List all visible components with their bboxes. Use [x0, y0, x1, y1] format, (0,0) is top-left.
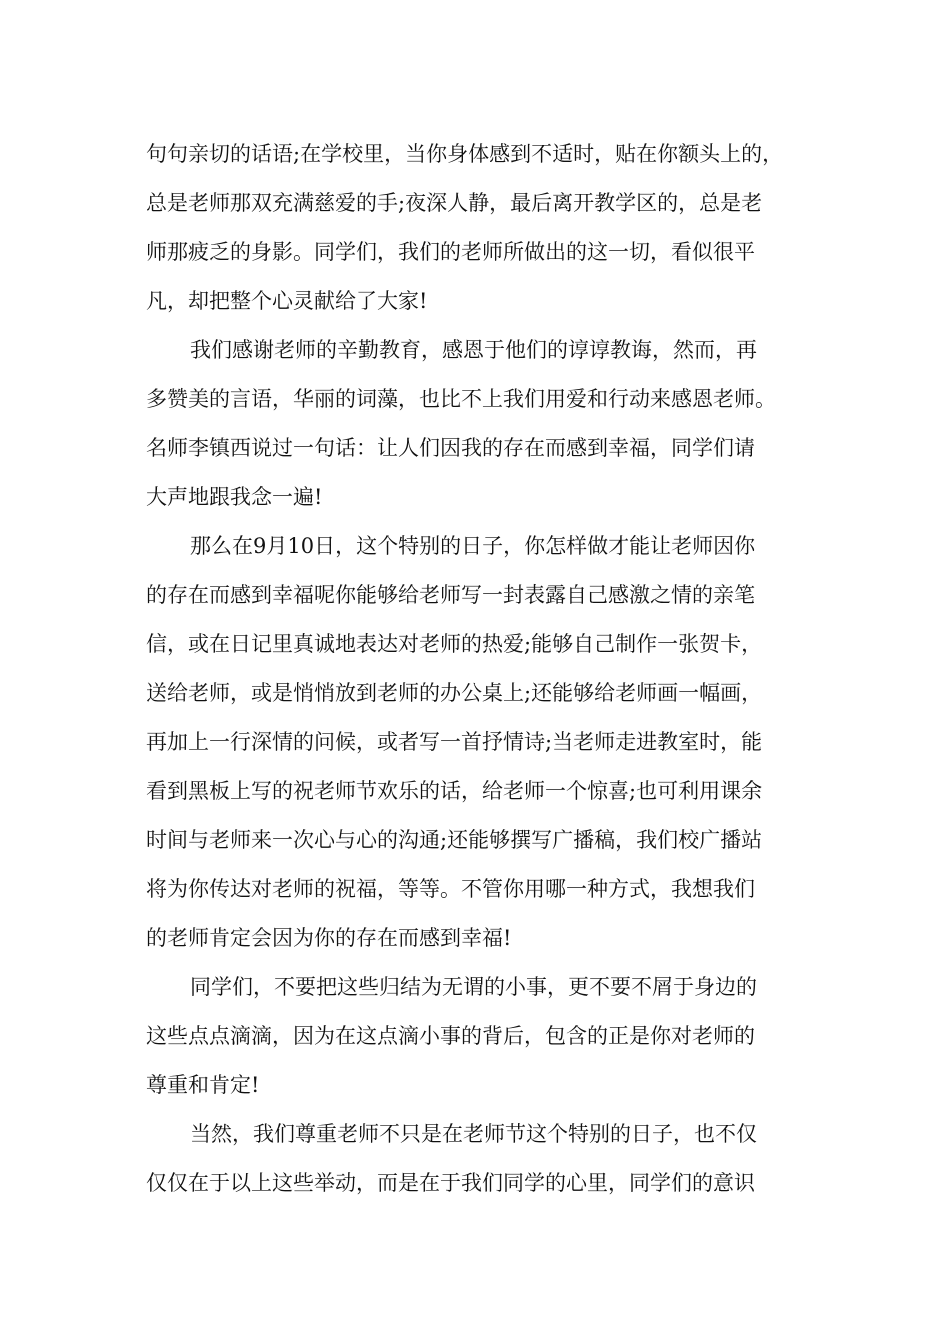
- text-line: 师那疲乏的身影。同学们，我们的老师所做出的这一切，看似很平: [146, 240, 755, 264]
- text-line: 信，或在日记里真诚地表达对老师的热爱;能够自己制作一张贺卡，: [146, 632, 763, 656]
- text-line: 多赞美的言语，华丽的词藻，也比不上我们用爱和行动来感恩老师。: [146, 387, 776, 411]
- text-line: 的存在而感到幸福呢你能够给老师写一封表露自己感激之情的亲笔: [146, 583, 755, 607]
- text-line: 总是老师那双充满慈爱的手;夜深人静，最后离开教学区的，总是老: [146, 191, 763, 215]
- text-line: 尊重和肯定!: [146, 1073, 260, 1097]
- text-line: 送给老师，或是悄悄放到老师的办公桌上;还能够给老师画一幅画，: [146, 681, 763, 705]
- text-line: 名师李镇西说过一句话：让人们因我的存在而感到幸福，同学们请: [146, 436, 755, 460]
- text-line: 将为你传达对老师的祝福，等等。不管你用哪一种方式，我想我们: [146, 877, 755, 901]
- text-line: 看到黑板上写的祝老师节欢乐的话，给老师一个惊喜;也可利用课余: [146, 779, 763, 803]
- text-line: 句句亲切的话语;在学校里，当你身体感到不适时，贴在你额头上的，: [146, 142, 784, 166]
- text-line: 时间与老师来一次心与心的沟通;还能够撰写广播稿，我们校广播站: [146, 828, 763, 852]
- text-line: 仅仅在于以上这些举动，而是在于我们同学的心里，同学们的意识: [146, 1171, 755, 1195]
- paragraph-first-line: 当然，我们尊重老师不只是在老师节这个特别的日子，也不仅: [190, 1122, 757, 1146]
- text-line: 大声地跟我念一遍!: [146, 485, 323, 509]
- paragraph-first-line: 同学们，不要把这些归结为无谓的小事，更不要不屑于身边的: [190, 975, 757, 999]
- text-line: 凡，却把整个心灵献给了大家!: [146, 289, 428, 313]
- body-text: [146, 130, 816, 1208]
- paragraph-first-line: 那么在9月10日，这个特别的日子，你怎样做才能让老师因你: [190, 534, 756, 558]
- text-line: 再加上一行深情的问候，或者写一首抒情诗;当老师走进教室时，能: [146, 730, 763, 754]
- text-line: 的老师肯定会因为你的存在而感到幸福!: [146, 926, 512, 950]
- paragraph-first-line: 我们感谢老师的辛勤教育，感恩于他们的谆谆教诲，然而，再: [190, 338, 757, 362]
- text-line: 这些点点滴滴，因为在这点滴小事的背后，包含的正是你对老师的: [146, 1024, 755, 1048]
